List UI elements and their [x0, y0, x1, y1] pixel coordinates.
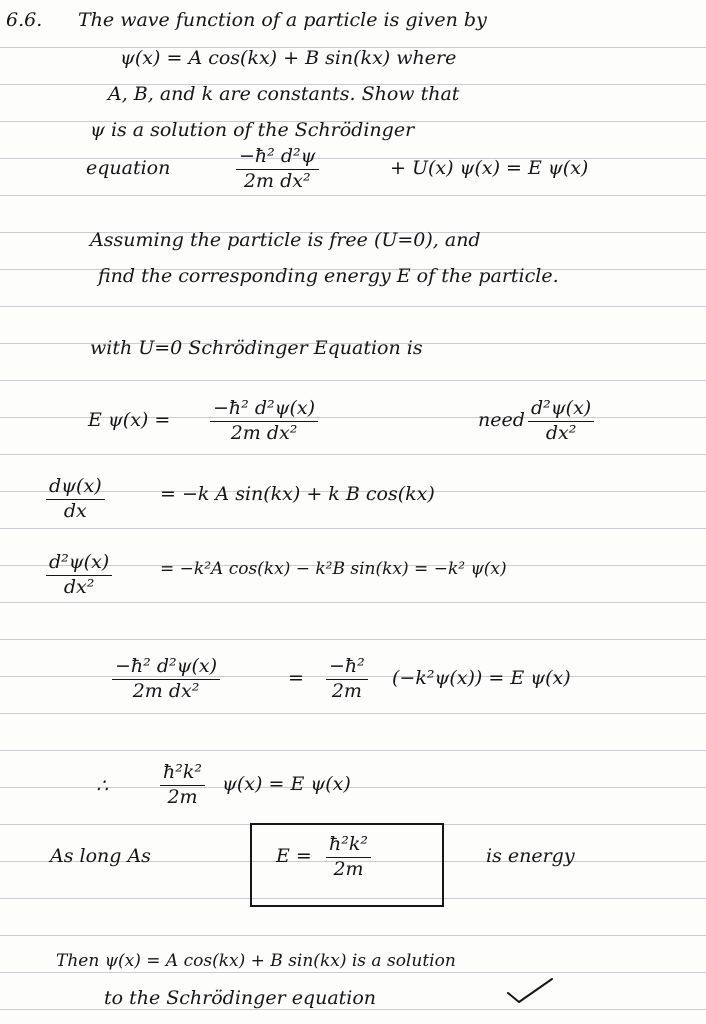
problem-number: 6.6.: [6, 9, 43, 31]
d1-num: dψ(x): [46, 476, 105, 500]
eq1-den: 2m dx²: [230, 421, 298, 444]
boxed-fraction: [326, 834, 371, 881]
problem-line-4: ψ is a solution of the Schrödinger: [90, 119, 415, 141]
boxed-num: ħ²k²: [326, 834, 371, 858]
need-num: d²ψ(x): [528, 398, 594, 422]
result-fraction: [160, 762, 205, 809]
problem-line-5-rest: + U(x) ψ(x) = E ψ(x): [390, 157, 589, 179]
result-num: ħ²k²: [160, 762, 205, 786]
need-label: need: [478, 409, 525, 431]
result-rest: ψ(x) = E ψ(x): [222, 773, 351, 795]
is-energy: is energy: [486, 845, 575, 867]
checkmark-icon: [505, 975, 555, 1005]
eq1-num: −ħ² d²ψ(x): [210, 398, 318, 422]
sub-lhs-num: −ħ² d²ψ(x): [112, 656, 220, 680]
problem-line-1: The wave function of a particle is given by: [78, 9, 487, 31]
as-long-as: As long As: [50, 845, 151, 867]
d2-den: dx²: [63, 575, 95, 598]
need-fraction: [528, 398, 594, 445]
then-line: Then ψ(x) = A cos(kx) + B sin(kx) is a solution: [56, 951, 456, 971]
sub-rhs-num: −ħ²: [326, 656, 368, 680]
problem-line-6: Assuming the particle is free (U=0), and: [90, 229, 481, 251]
schrodinger-fraction-num: −ħ² d²ψ: [236, 146, 319, 170]
sub-rhs-fraction: [326, 656, 368, 703]
schrodinger-fraction-den: 2m dx²: [243, 169, 311, 192]
therefore-symbol: ∴: [96, 775, 109, 797]
first-derivative-fraction: [46, 476, 105, 523]
sub-lhs-den: 2m dx²: [132, 679, 200, 702]
schrodinger-fraction: [236, 146, 319, 193]
boxed-lhs: E =: [276, 845, 312, 867]
second-derivative-rhs: = −k²A cos(kx) − k²B sin(kx) = −k² ψ(x): [160, 559, 507, 579]
sub-lhs-fraction: [112, 656, 220, 703]
problem-line-5-prefix: equation: [86, 157, 171, 179]
d1-den: dx: [63, 499, 87, 522]
problem-line-3: A, B, and k are constants. Show that: [108, 83, 460, 105]
sub-rhs-den: 2m: [331, 679, 362, 702]
boxed-den: 2m: [333, 857, 364, 880]
problem-line-7: find the corresponding energy E of the particle.: [98, 265, 559, 287]
first-derivative-rhs: = −k A sin(kx) + k B cos(kx): [160, 483, 435, 505]
eq1-fraction: [210, 398, 318, 445]
second-derivative-fraction: [46, 552, 112, 599]
to-line: to the Schrödinger equation: [104, 987, 377, 1009]
eq1-lhs: E ψ(x) =: [88, 409, 171, 431]
sub-rhs-rest: (−k²ψ(x)) = E ψ(x): [392, 667, 571, 689]
sub-equals: =: [288, 667, 304, 689]
problem-line-2: ψ(x) = A cos(kx) + B sin(kx) where: [120, 47, 457, 69]
d2-num: d²ψ(x): [46, 552, 112, 576]
need-den: dx²: [545, 421, 577, 444]
result-den: 2m: [167, 785, 198, 808]
with-line: with U=0 Schrödinger Equation is: [90, 337, 423, 359]
